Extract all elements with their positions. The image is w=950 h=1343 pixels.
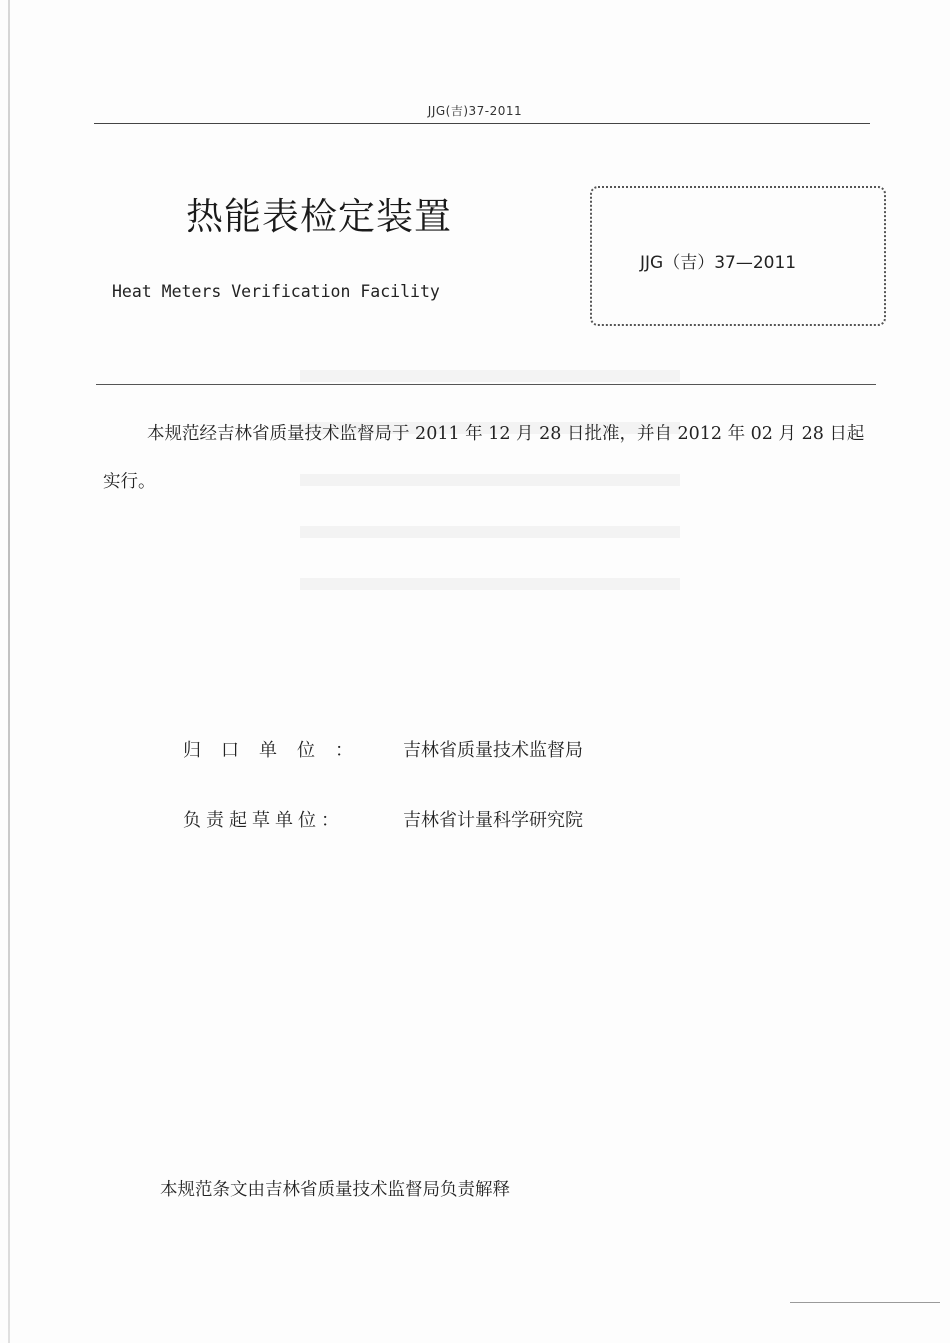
approval-statement: 本规范经吉林省质量技术监督局于 2011 年 12 月 28 日批准，并自 2012 年 02 月 28 日起实行。 bbox=[103, 424, 865, 492]
field-row-authority bbox=[183, 736, 583, 762]
field-value: 吉林省质量技术监督局 bbox=[403, 740, 583, 761]
section-rule bbox=[96, 384, 876, 385]
field-row-drafting bbox=[183, 806, 583, 832]
field-value: 吉林省计量科学研究院 bbox=[403, 810, 583, 831]
running-header-code: JJG(吉)37-2011 bbox=[427, 104, 523, 118]
header-rule bbox=[94, 123, 870, 124]
field-label: 归口单位： bbox=[183, 740, 373, 761]
standard-code-box bbox=[590, 186, 886, 326]
document-title-chinese: 热能表检定装置 bbox=[186, 195, 452, 238]
page-edge bbox=[8, 0, 10, 1343]
field-label: 负责起草单位： bbox=[183, 810, 344, 831]
standard-code: JJG（吉）37—2011 bbox=[640, 253, 797, 273]
document-title-english: Heat Meters Verification Facility bbox=[112, 282, 440, 301]
page-edge-bottom bbox=[790, 1302, 940, 1303]
interpretation-note: 本规范条文由吉林省质量技术监督局负责解释 bbox=[160, 1180, 510, 1200]
